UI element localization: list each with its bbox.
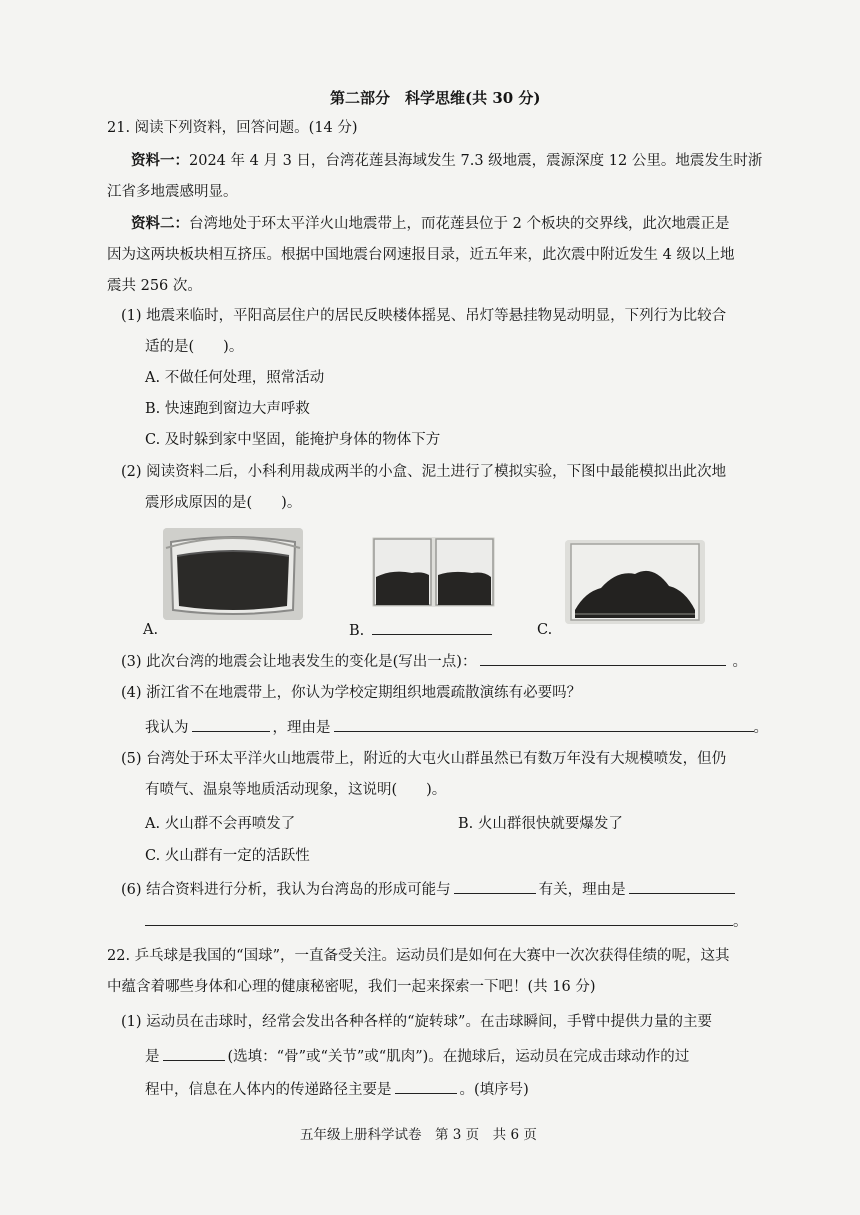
q21-part-1-option-b: B. 快速跑到窗边大声呼救 [145, 401, 310, 417]
q21-part-5-option-a: A. 火山群不会再喷发了 [145, 816, 296, 832]
q21-part-3-text: (3) 此次台湾的地震会让地表发生的变化是(写出一点)： [121, 654, 477, 670]
figure-b-label-text: B. [349, 623, 365, 639]
q21-part-6-reason-label: 有关，理由是 [538, 882, 626, 898]
material-2-label: 资料二： [131, 215, 189, 232]
material-2-text: 台湾地处于环太平洋火山地震带上，而花莲县位于 2 个板块的交界线，此次地震正是 [189, 216, 730, 232]
q21-part-5-option-c: C. 火山群有一定的活跃性 [145, 848, 310, 864]
question-22-stem-line-1: 22. 乒乓球是我国的“国球”，一直备受关注。运动员们是如何在大赛中一次次获得佳绩的呢，这其 [107, 948, 730, 964]
q21-part-5-line-2: 有喷气、温泉等地质活动现象，这说明( )。 [145, 782, 447, 798]
q22-part-1-end: 。(填序号) [459, 1082, 529, 1098]
q21-part-6-reason-blank-1[interactable] [629, 879, 735, 894]
q21-part-6-line-1 [121, 879, 735, 900]
figure-b-box-photo [372, 537, 495, 607]
q21-part-4-reason-blank[interactable] [334, 717, 754, 732]
material-2-line-1 [131, 214, 729, 234]
q22-part-1-hint: (选填：“骨”或“关节”或“肌肉”)。在抛球后，运动员在完成击球动作的过 [227, 1049, 690, 1065]
q21-part-6-end: 。 [733, 914, 748, 930]
material-2-line-2: 因为这两块板块相互挤压。根据中国地震台网速报目录，近五年来，此次震中附近发生 4 级以上地 [107, 247, 735, 263]
question-21-stem: 21. 阅读下列资料，回答问题。(14 分) [107, 120, 358, 136]
q22-part-1-line-1: (1) 运动员在击球时，经常会发出各种各样的“旋转球”。在击球瞬间，手臂中提供力量的主要 [121, 1014, 712, 1030]
q21-part-6-line-2 [145, 911, 748, 932]
q21-part-1-option-c: C. 及时躲到家中坚固，能掩护身体的物体下方 [145, 432, 441, 448]
q21-part-6-cause-blank[interactable] [454, 879, 536, 894]
q22-part-1-prefix: 是 [145, 1049, 160, 1065]
q21-part-3-end: 。 [732, 654, 747, 670]
material-1-label: 资料一： [131, 152, 189, 169]
figure-c-label: C. [537, 622, 553, 638]
figure-b-underline [372, 620, 492, 635]
q21-part-2-line-2: 震形成原因的是( )。 [145, 495, 302, 511]
figure-a-box-photo [163, 528, 303, 620]
q21-part-5-option-b: B. 火山群很快就要爆发了 [458, 816, 623, 832]
q21-part-3 [121, 651, 747, 672]
q22-part-1-force-blank[interactable] [163, 1046, 225, 1061]
question-22-stem-line-2: 中蕴含着哪些身体和心理的健康秘密呢，我们一起来探索一下吧！(共 16 分) [107, 979, 596, 995]
q21-part-1-option-a: A. 不做任何处理，照常活动 [145, 370, 325, 386]
section-title: 第二部分 科学思维(共 30 分) [330, 89, 541, 107]
q21-part-4-line-1: (4) 浙江省不在地震带上，你认为学校定期组织地震疏散演练有必要吗？ [121, 685, 582, 701]
figure-c-box-photo [565, 540, 705, 624]
figure-b-label [349, 620, 492, 641]
q21-part-6-text: (6) 结合资料进行分析，我认为台湾岛的形成可能与 [121, 882, 451, 898]
q21-part-4-end: 。 [753, 720, 768, 736]
q22-part-1-path-text: 程中，信息在人体内的传递路径主要是 [145, 1082, 392, 1098]
q22-part-1-path-blank[interactable] [395, 1079, 457, 1094]
figure-a-illustration [163, 528, 303, 620]
material-1-text: 2024 年 4 月 3 日，台湾花莲县海域发生 7.3 级地震，震源深度 12 公里。地震发生时浙 [189, 153, 763, 169]
q22-part-1-line-2 [145, 1046, 689, 1067]
q21-part-1-line-1: (1) 地震来临时，平阳高层住户的居民反映楼体摇晃、吊灯等悬挂物晃动明显，下列行为比较合 [121, 308, 727, 324]
q22-part-1-line-3 [145, 1079, 529, 1100]
figure-c-illustration [565, 540, 705, 624]
material-2-line-3: 震共 256 次。 [107, 278, 202, 294]
q21-part-5-line-1: (5) 台湾处于环太平洋火山地震带上，附近的大屯火山群虽然已有数万年没有大规模喷发，但仍 [121, 751, 727, 767]
q21-part-1-line-2: 适的是( )。 [145, 339, 244, 355]
page-footer: 五年级上册科学试卷 第 3 页 共 6 页 [300, 1127, 537, 1143]
material-1-line-2: 江省多地震感明显。 [107, 184, 238, 200]
figure-a-label: A. [143, 622, 159, 638]
q21-part-4-reason-label: ，理由是 [272, 720, 331, 736]
q21-part-2-line-1: (2) 阅读资料二后，小科利用裁成两半的小盒、泥土进行了模拟实验，下图中最能模拟出此次地 [121, 464, 727, 480]
q21-part-4-opinion-blank[interactable] [192, 717, 270, 732]
figure-b-illustration [372, 537, 495, 607]
material-1-line-1 [131, 151, 762, 171]
q21-part-3-answer-blank[interactable] [480, 651, 726, 666]
q21-part-4-line-2 [145, 717, 768, 738]
q21-part-4-prefix: 我认为 [145, 720, 189, 736]
q21-part-6-reason-blank-2[interactable] [145, 911, 733, 926]
